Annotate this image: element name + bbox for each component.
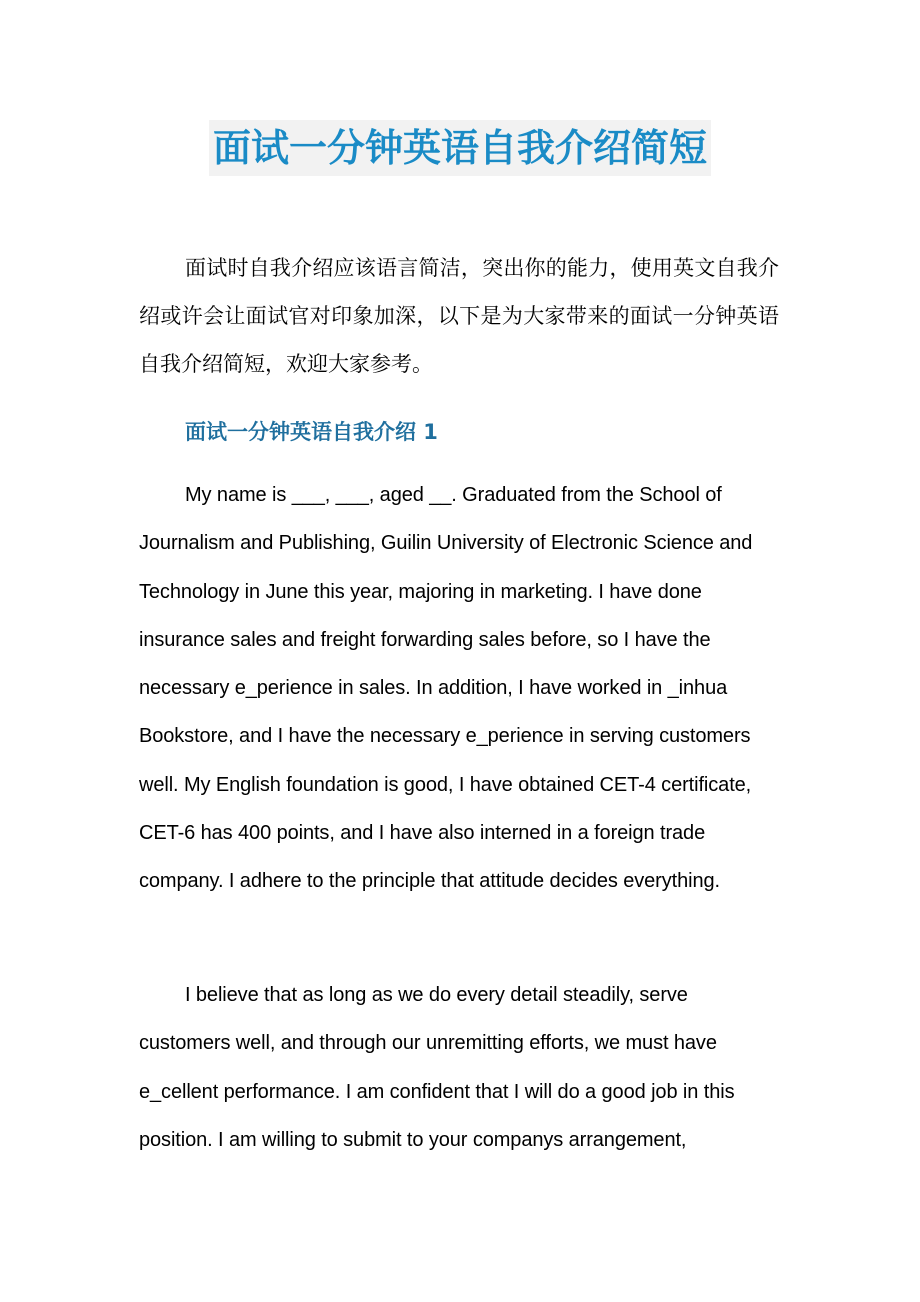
body-paragraph-2: I believe that as long as we do every detail steadily, serve customers well, and through our unremitting efforts, we must have e_cellent performance. I am confident that I will do a good job in this position. I am willing to submit to your companys arrangement, [139, 984, 735, 1151]
title-container [0, 120, 920, 176]
intro-paragraph: 面试时自我介绍应该语言简洁，突出你的能力，使用英文自我介绍或许会让面试官对印象加深，以下是为大家带来的面试一分钟英语自我介绍简短，欢迎大家参考。 [139, 256, 779, 376]
section-heading: 面试一分钟英语自我介绍 1 [185, 420, 438, 444]
body-paragraph-1: My name is ___, ___, aged __. Graduated from the School of Journalism and Publishing, Guilin University of Electronic Science and Technology in June this year, majoring in marketing. I have done insurance sales and freight forwarding sales before, so I have the necessary e_perience in sales. In addition, I have worked in _inhua Bookstore, and I have the necessary e_perience in serving customers well. My English foundation is good, I have obtained CET-4 certificate, CET-6 has 400 points, and I have also interned in a foreign trade company. I adhere to the principle that attitude decides everything. [139, 484, 753, 893]
document-title: 面试一分钟英语自我介绍简短 [209, 120, 711, 176]
